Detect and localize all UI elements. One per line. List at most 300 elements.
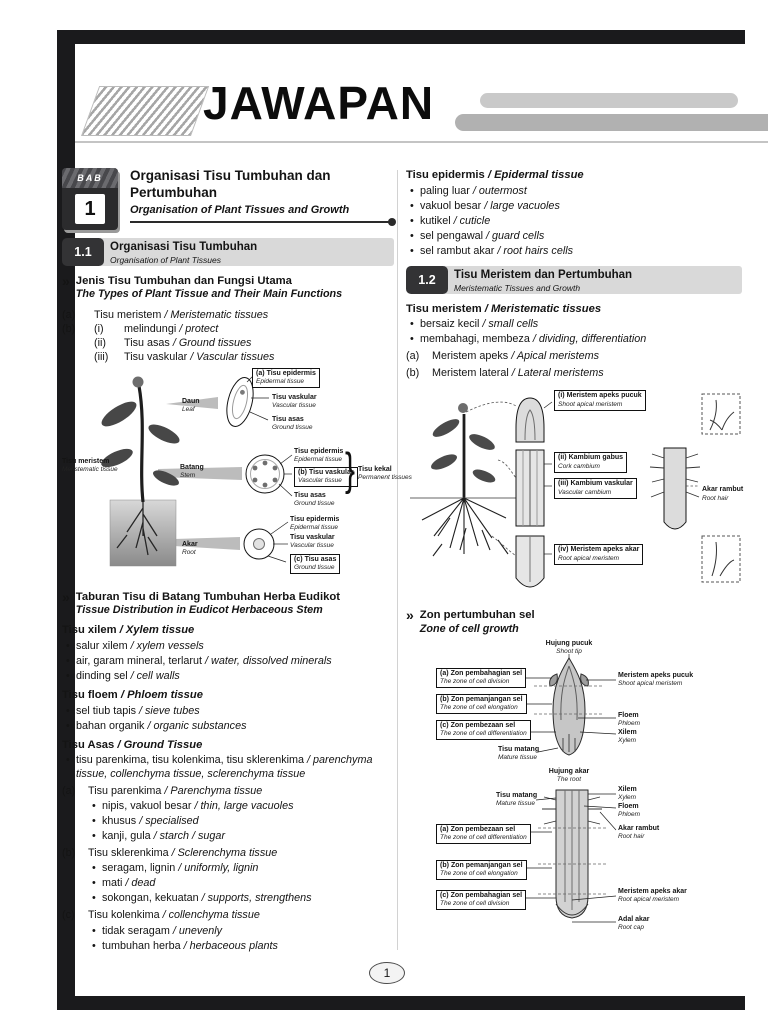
ms-text: Tisu kekal <box>358 465 392 473</box>
ms-text: Meristem apeks pucuk <box>566 392 642 400</box>
section-title-bar <box>100 238 394 266</box>
ms-text: Tisu matang <box>498 746 540 753</box>
bullet-item <box>406 332 742 346</box>
subheading-text <box>76 274 342 302</box>
chapter-badge <box>62 168 118 230</box>
bullet-item <box>88 924 394 938</box>
answer-text <box>432 366 742 380</box>
ms-text: Tisu asas <box>124 336 170 349</box>
en-text: / Sclerenchyma tissue <box>172 847 278 859</box>
diagram-label-xylem <box>618 786 637 802</box>
answer-text <box>432 349 742 363</box>
answer-row <box>406 366 742 380</box>
en-text: Mature tissue <box>498 754 538 762</box>
en-text: / Phloem tissue <box>121 689 203 701</box>
bullet-item <box>406 317 742 331</box>
ms-text: tidak seragam <box>102 924 170 937</box>
label-tag: (b) <box>440 862 449 869</box>
bullet-item <box>406 229 742 243</box>
subheading-text <box>420 608 535 636</box>
en-text: / parenchyma tissue, collenchyma tissue, sclerenchyma tissue <box>76 754 372 780</box>
right-column <box>406 168 742 946</box>
sub-answer-items <box>62 799 394 843</box>
en-text: Phloem <box>618 720 641 728</box>
en-text: / Meristematic tissues <box>164 309 268 321</box>
en-text: / Lateral meristems <box>512 367 604 379</box>
answer-label: (c) <box>62 909 75 922</box>
ms-text: Xilem <box>618 729 637 736</box>
subheading-en: Tissue Distribution in Eudicot Herbaceous Stem <box>75 603 323 616</box>
double-chevron-icon: » <box>62 588 70 605</box>
masthead-rule <box>75 141 768 143</box>
diagram-label-root-apical-meristem <box>618 888 687 904</box>
en-text: / sieve tubes <box>139 705 200 717</box>
ms-text: Tisu Asas <box>62 738 115 751</box>
ms-text: Tisu kolenkima <box>88 909 160 922</box>
answer-sublabel: (ii) <box>94 336 106 349</box>
diagram-label-root-hair <box>618 825 659 841</box>
en-text: / Vascular tissues <box>190 351 274 363</box>
ms-text: mati <box>102 877 123 890</box>
bullet-item <box>62 753 394 781</box>
ms-text: vakuol besar <box>420 199 482 212</box>
ms-text: sel tiub tapis <box>76 704 137 717</box>
en-text: Epidermal tissue <box>294 456 343 464</box>
ms-text: Meristem apeks akar <box>618 888 687 895</box>
en-text: / small cells <box>482 318 538 330</box>
column-divider <box>397 170 398 950</box>
ms-text: Meristem lateral <box>432 367 509 380</box>
subheading-tissue-distribution <box>62 590 394 618</box>
ms-text: Kambium vaskular <box>570 480 633 488</box>
label-tag: (b) <box>440 696 449 703</box>
ms-text: Zon pembahagian sel <box>450 892 523 899</box>
diagram-label-root-zone-differentiation <box>436 824 531 844</box>
diagram-label-root-vascular <box>290 534 335 550</box>
answer-label: (a) <box>406 350 420 363</box>
ms-text: Tisu asas <box>294 491 326 499</box>
ms-text: Zon pemanjangan sel <box>450 862 523 869</box>
ms-text: Akar rambut <box>618 825 660 832</box>
en-text: / Epidermal tissue <box>488 169 584 181</box>
double-chevron-icon: » <box>406 607 414 624</box>
page-title: JAWAPAN <box>203 77 435 129</box>
en-text: Permanent tissues <box>358 474 412 482</box>
meristem-notes <box>406 302 742 381</box>
epidermis-notes <box>406 168 742 258</box>
ms-text: Meristem apeks <box>432 350 509 363</box>
chapter-title-line1: Organisasi Tisu Tumbuhan dan <box>130 168 331 183</box>
answer-label: (b) <box>62 847 76 860</box>
masthead-bar-bottom <box>455 114 768 131</box>
diagram-label-shoot-zone-division <box>436 668 526 688</box>
en-text: / dead <box>125 877 155 889</box>
en-text: / guard cells <box>486 230 544 242</box>
ms-text: Batang <box>180 463 204 471</box>
answer-sublabel: (i) <box>94 322 104 335</box>
section-title-en: Organisation of Plant Tissues <box>110 254 221 265</box>
diagram-label-vascular-cambium <box>554 478 637 498</box>
diagram-label-shoot-zone-differentiation <box>436 720 531 740</box>
sub-answer-items <box>62 924 394 953</box>
en-text: Root cap <box>618 924 645 932</box>
chapter-badge-label: BAB <box>62 168 118 188</box>
answer-row <box>62 308 394 322</box>
masthead <box>75 77 768 146</box>
section-title-bar <box>444 266 742 294</box>
ms-text: Tisu vaskular <box>308 468 354 476</box>
ms-text: Tisu vaskular <box>124 350 188 363</box>
tissue-heading-ground <box>62 738 394 753</box>
section-number: 1.2 <box>406 266 448 294</box>
label-tag: (c) <box>294 555 303 563</box>
double-chevron-icon: » <box>62 273 70 289</box>
ms-text: Floem <box>618 712 639 719</box>
answer-row <box>62 322 394 336</box>
diagram-label-cork-cambium <box>554 452 627 472</box>
ms-text: Zon pembezaan sel <box>450 722 516 729</box>
ms-text: Meristem apeks akar <box>570 546 640 554</box>
en-text: / thin, large vacuoles <box>194 800 293 812</box>
plant-tissue-diagram <box>62 368 412 583</box>
ms-text: Hujung akar <box>548 768 590 775</box>
en-text: / protect <box>179 323 218 335</box>
en-text: Vascular tissue <box>298 477 342 485</box>
answer-label <box>62 336 94 350</box>
diagram-label-leaf-epidermis <box>252 368 320 388</box>
en-text: / water, dissolved minerals <box>205 655 332 667</box>
ms-text: Tisu meristem <box>62 457 110 465</box>
en-text: / uniformly, lignin <box>178 862 258 874</box>
en-text: Stem <box>180 472 196 480</box>
en-text: The zone of cell differentiation <box>440 730 527 738</box>
en-text: The zone of cell elongation <box>440 870 518 878</box>
ms-text: nipis, vakuol besar <box>102 800 192 813</box>
diagram-label-phloem <box>618 712 640 728</box>
ms-text: kanji, gula <box>102 830 151 843</box>
sub-answer-items <box>62 861 394 905</box>
answer-label: (b) <box>62 322 76 335</box>
ms-text: seragam, lignin <box>102 862 176 875</box>
en-text: / collenchyma tissue <box>163 909 260 921</box>
ms-text: Tisu meristem <box>406 302 482 315</box>
answers-list <box>62 308 394 364</box>
diagram-label-root <box>182 541 198 557</box>
diagram-label-stem <box>180 464 204 480</box>
ms-text: Tisu vaskular <box>290 533 335 541</box>
en-text: Ground tissue <box>272 424 313 432</box>
sub-answer-row <box>62 784 394 798</box>
ms-text: Hujung pucuk <box>545 640 593 647</box>
subheading-zone-of-growth <box>406 608 742 636</box>
label-tag: (a) <box>256 369 265 377</box>
en-text: The zone of cell division <box>440 900 510 908</box>
bullet-item <box>88 861 394 875</box>
left-column <box>62 168 412 954</box>
tissue-heading-xylem <box>62 623 394 638</box>
section-title-en: Meristematic Tissues and Growth <box>454 282 581 293</box>
sub-answer-row <box>62 908 394 922</box>
en-text: / large vacuoles <box>484 200 560 212</box>
ms-text: Daun <box>182 397 200 405</box>
en-text: Epidermal tissue <box>256 378 305 386</box>
diagram-label-shoot-tip <box>514 640 624 656</box>
subheading-en: Zone of cell growth <box>419 622 519 635</box>
bullet-item <box>62 654 394 668</box>
ms-text: Tisu parenkima <box>88 785 162 798</box>
en-text: Root hair <box>702 494 729 502</box>
meristem-diagram <box>406 386 742 601</box>
en-text: Ground tissue <box>294 564 335 572</box>
bullet-item <box>88 939 394 953</box>
diagram-label-root-hair <box>702 486 743 502</box>
en-text: / Xylem tissue <box>120 624 195 636</box>
tissue-heading-epidermis <box>406 168 742 183</box>
ms-text: Zon pembezaan sel <box>450 826 516 833</box>
diagram-label-shoot-apical-meristem <box>554 390 646 410</box>
ms-text: Tisu asas <box>304 555 337 563</box>
label-tag: (iv) <box>558 546 569 554</box>
en-text: / xylem vessels <box>131 640 204 652</box>
ms-text: sokongan, kekuatan <box>102 892 199 905</box>
subheading-text <box>76 590 340 618</box>
bullet-item <box>88 799 394 813</box>
diagram-label-root-apical-meristem <box>554 544 643 564</box>
en-text: Meristematic tissue <box>62 466 118 474</box>
answer-row <box>62 336 394 350</box>
en-text: Shoot tip <box>556 648 582 656</box>
en-text: Mature tissue <box>496 800 536 808</box>
en-text: Vascular tissue <box>290 542 334 550</box>
ms-text: Tisu vaskular <box>272 393 317 401</box>
ms-text: membahagi, membeza <box>420 333 530 346</box>
en-text: Xylem <box>618 794 637 802</box>
en-text: Epidermal tissue <box>290 524 339 532</box>
page-frame-bottom <box>57 996 745 1010</box>
en-text: Leaf <box>182 406 195 414</box>
ms-text: Tisu floem <box>62 688 118 701</box>
ms-text: air, garam mineral, terlarut <box>76 654 203 667</box>
en-text: / unevenly <box>173 925 222 937</box>
section-title-ms: Tisu Meristem dan Pertumbuhan <box>454 268 633 281</box>
ms-text: Tisu sklerenkima <box>88 847 169 860</box>
en-text: / Apical meristems <box>511 350 599 362</box>
diagram-label-phloem <box>618 803 640 819</box>
section-1-2-header <box>406 266 742 294</box>
en-text: / herbaceous plants <box>184 940 278 952</box>
answer-row <box>406 349 742 363</box>
page-number: 1 <box>369 962 405 984</box>
ms-text: Xilem <box>618 786 637 793</box>
bullet-item <box>88 876 394 890</box>
en-text: / cuticle <box>454 215 491 227</box>
ms-text: sel rambut akar <box>420 244 495 257</box>
diagram-label-shoot-zone-elongation <box>436 694 527 714</box>
ms-text: Tisu meristem <box>94 308 162 321</box>
tissue-heading-meristem <box>406 302 742 317</box>
diagram-label-root-zone-elongation <box>436 860 527 880</box>
en-text: Root apical meristem <box>558 554 620 562</box>
ms-text: khusus <box>102 815 137 828</box>
section-number: 1.1 <box>62 238 104 266</box>
en-text: Root apical meristem <box>618 896 680 904</box>
diagram-label-stem-ground <box>294 492 334 508</box>
ms-text: Zon pemanjangan sel <box>450 696 523 703</box>
bullet-item <box>406 244 742 258</box>
ms-text: melindungi <box>124 322 177 335</box>
en-text: / cell walls <box>131 670 180 682</box>
subheading-tissue-types <box>62 274 394 302</box>
en-text: The root <box>556 776 582 784</box>
ms-text: Kambium gabus <box>568 454 624 462</box>
answer-label: (a) <box>62 308 76 321</box>
subheading-ms: Zon pertumbuhan sel <box>419 609 535 622</box>
answer-text <box>88 908 394 922</box>
ms-text: sel pengawal <box>420 229 484 242</box>
diagram-label-root-zone-division <box>436 890 526 910</box>
en-text: / root hairs cells <box>497 245 573 257</box>
diagram-label-root-cap <box>618 916 650 932</box>
ms-text: Meristem apeks pucuk <box>618 672 694 679</box>
answer-text <box>124 322 394 336</box>
en-text: Shoot apical meristem <box>558 400 623 408</box>
label-tag: (b) <box>298 468 307 476</box>
en-text: / Parenchyma tissue <box>164 785 262 797</box>
en-text: Root hair <box>618 833 645 841</box>
diagram-label-mature-tissue <box>496 792 537 808</box>
bullet-item <box>62 669 394 683</box>
diagram-label-root-ground <box>290 554 340 574</box>
zone-of-growth-diagram <box>406 642 742 942</box>
ms-text: Zon pembahagian sel <box>450 670 523 677</box>
chapter-subtitle: Organisation of Plant Tissues and Growth <box>130 203 350 216</box>
bullet-item <box>406 184 742 198</box>
label-tag: (c) <box>440 892 449 899</box>
subheading-ms: Jenis Tisu Tumbuhan dan Fungsi Utama <box>75 275 292 287</box>
diagram-label-xylem <box>618 729 637 745</box>
en-text: The zone of cell division <box>440 678 510 686</box>
tissue-heading-phloem <box>62 688 394 703</box>
label-tag: (ii) <box>558 454 567 462</box>
diagram-label-leaf <box>182 398 200 414</box>
en-text: / organic substances <box>147 720 246 732</box>
label-tag: (iii) <box>558 480 569 488</box>
ms-text: Tisu asas <box>272 415 304 423</box>
en-text: Ground tissue <box>294 500 335 508</box>
chapter-title-line2: Pertumbuhan <box>130 184 218 200</box>
ms-text: Floem <box>618 803 639 810</box>
sub-answer-row <box>62 846 394 860</box>
section-title-ms: Organisasi Tisu Tumbuhan <box>110 241 258 253</box>
en-text: Cork cambium <box>558 462 600 470</box>
bullet-item <box>62 639 394 653</box>
diagram-label-leaf-vascular <box>272 394 317 410</box>
en-text: / Ground Tissue <box>117 739 202 751</box>
ms-text: salur xilem <box>76 639 128 652</box>
bullet-item <box>62 719 394 733</box>
bullet-item <box>406 199 742 213</box>
diagram-label-leaf-ground <box>272 416 312 432</box>
ms-text: Tisu matang <box>496 792 538 799</box>
answer-text <box>124 336 394 350</box>
ms-text: Tisu xilem <box>62 624 117 637</box>
en-text: / specialised <box>139 815 198 827</box>
answer-label <box>62 350 94 364</box>
ms-text: Tisu epidermis <box>266 369 316 377</box>
chapter-header <box>62 168 394 230</box>
subheading-en: The Types of Plant Tissue and Their Main Functions <box>75 288 343 301</box>
en-text: Shoot apical meristem <box>618 680 683 688</box>
answer-text <box>88 846 394 860</box>
brace-icon: } <box>345 445 356 495</box>
chapter-rule <box>130 221 394 223</box>
en-text: / Ground tissues <box>173 337 252 349</box>
bullet-item <box>88 891 394 905</box>
ms-text: Tisu epidermis <box>290 515 340 523</box>
ms-text: Tisu epidermis <box>406 169 485 181</box>
diagram-label-mature-tissue <box>498 746 539 762</box>
en-text: / dividing, differentiation <box>533 333 646 345</box>
bullet-item <box>88 814 394 828</box>
ms-text: bersaiz kecil <box>420 318 480 331</box>
label-tag: (c) <box>440 722 449 729</box>
answer-row <box>62 350 394 364</box>
masthead-bar-top <box>480 93 738 108</box>
bullet-item <box>62 704 394 718</box>
en-text: Vascular tissue <box>272 402 316 410</box>
en-text: Vascular cambium <box>558 488 612 496</box>
answer-text <box>94 308 394 322</box>
answer-label: (b) <box>406 367 420 380</box>
chapter-titles <box>130 168 394 230</box>
label-tag: (a) <box>440 670 449 677</box>
ms-text: Akar rambut <box>702 486 744 494</box>
ms-text: Akar <box>182 540 198 548</box>
tissue-notes <box>62 623 394 952</box>
label-tag: (i) <box>558 392 565 400</box>
ms-text: dinding sel <box>76 669 128 682</box>
ms-text: kutikel <box>420 214 451 227</box>
bullet-item <box>406 214 742 228</box>
en-text: The zone of cell differentiation <box>440 834 527 842</box>
en-text: / supports, strengthens <box>202 892 312 904</box>
answer-label: (a) <box>62 785 76 798</box>
ms-text: tumbuhan herba <box>102 939 181 952</box>
en-text: / Meristematic tissues <box>485 303 601 315</box>
en-text: Xylem <box>618 737 637 745</box>
answer-text <box>124 350 394 364</box>
answer-sublabel: (iii) <box>94 350 109 363</box>
ms-text: Adal akar <box>618 916 650 923</box>
subheading-ms: Taburan Tisu di Batang Tumbuhan Herba Eudikot <box>75 590 341 603</box>
en-text: / starch / sugar <box>154 830 225 842</box>
answer-text <box>88 784 394 798</box>
diagram-label-shoot-apical-meristem <box>618 672 693 688</box>
ms-text: Tisu epidermis <box>294 447 344 455</box>
section-1-1-header <box>62 238 394 266</box>
diagram-label-root-epidermis <box>290 516 339 532</box>
label-tag: (a) <box>440 826 449 833</box>
diagram-label-meristem <box>62 458 118 474</box>
diagonal-stripes-decoration <box>81 86 209 136</box>
diagram-label-root-tip <box>514 768 624 784</box>
page-frame-top <box>57 30 745 44</box>
ms-text: tisu parenkima, tisu kolenkima, tisu sklerenkima <box>76 754 305 767</box>
ms-text: paling luar <box>420 184 470 197</box>
diagram-label-permanent-tissue <box>358 466 412 482</box>
en-text: Root <box>182 549 196 557</box>
chapter-number: 1 <box>75 194 105 224</box>
